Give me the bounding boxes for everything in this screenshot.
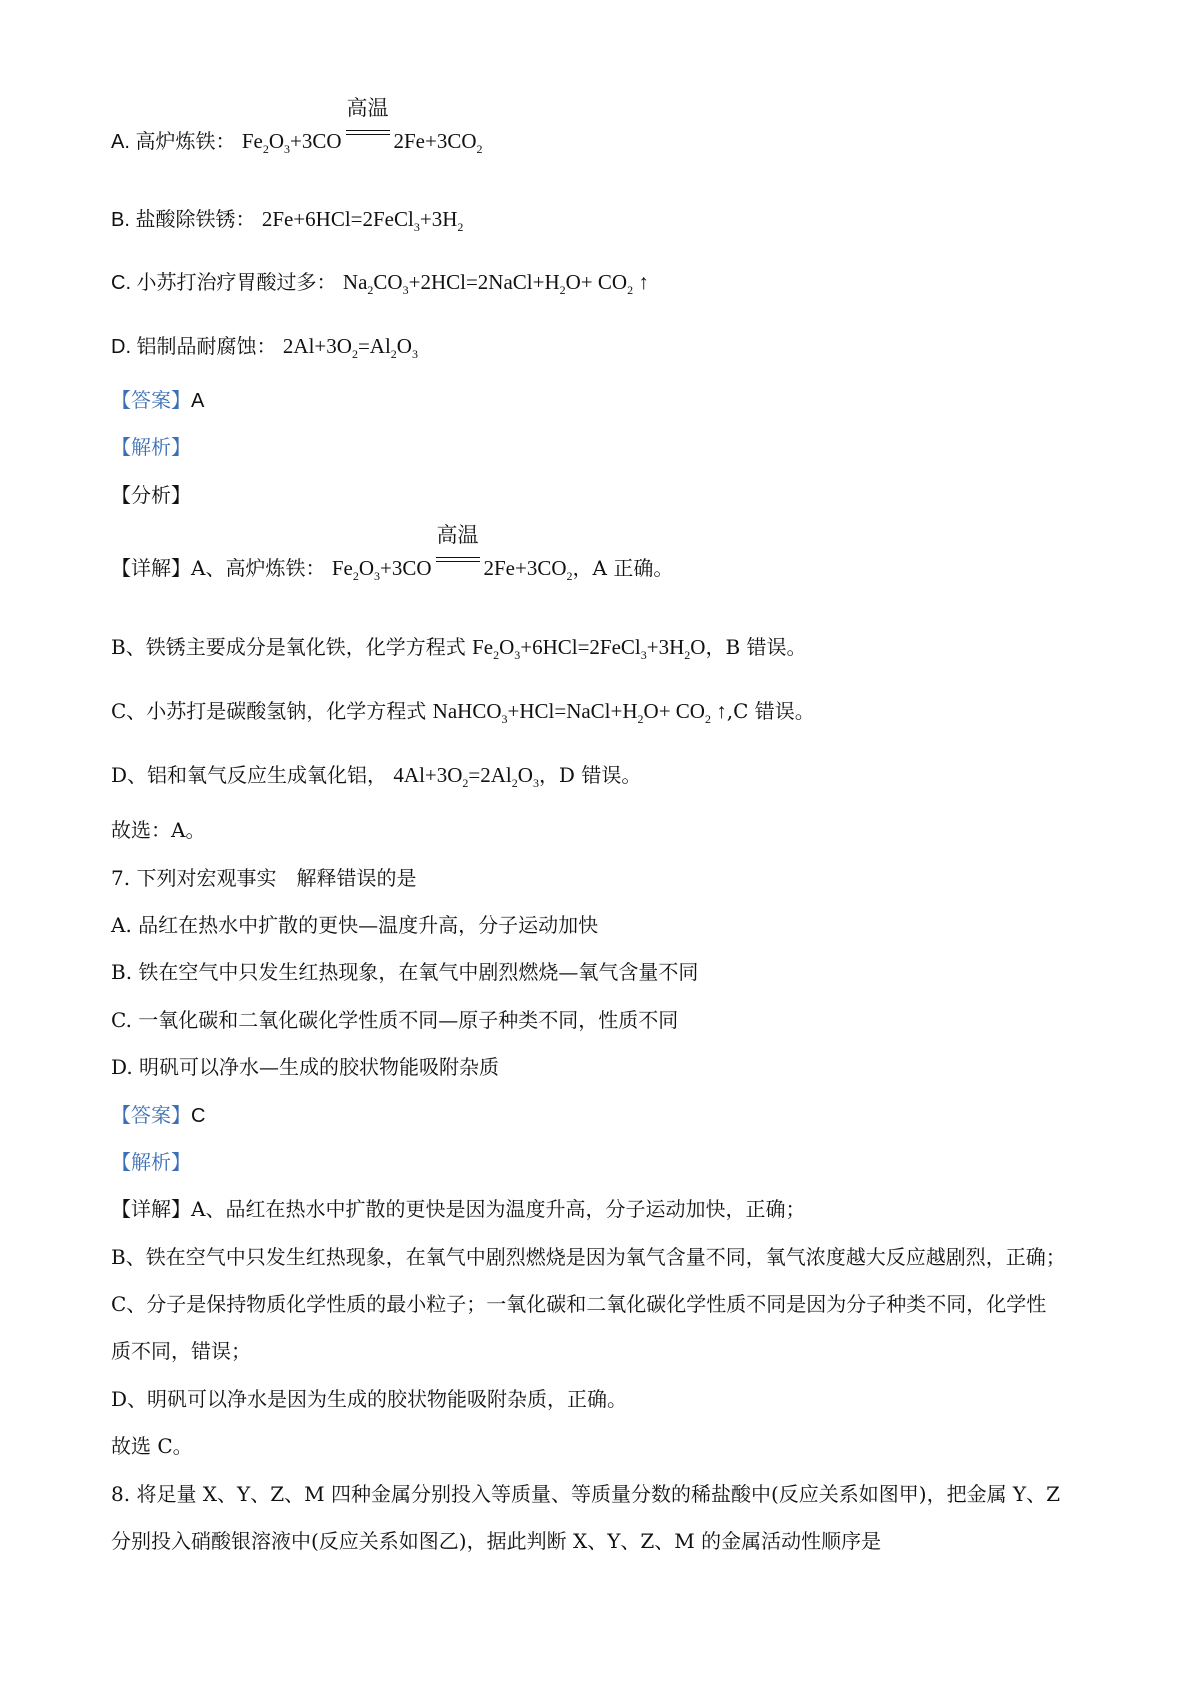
- answer-value: C: [191, 1105, 206, 1127]
- answer-value: A: [191, 390, 205, 412]
- detail-text: A、高炉炼铁：: [191, 556, 326, 580]
- q7-stem: 7. 下列对宏观事实 解释错误的是: [111, 866, 417, 890]
- condition-text: 高温: [346, 96, 389, 120]
- reaction-condition: [434, 523, 482, 575]
- detail-text: B、铁锈主要成分是氧化铁，化学方程式: [111, 635, 466, 659]
- q7-detail-c2: 质不同，错误；: [111, 1339, 251, 1363]
- equation-d: $2Al+3O_2=Al_2O_3$: [282, 334, 418, 361]
- q7-option-b: B. 铁在空气中只发生红热现象，在氧气中剧烈燃烧—氧气含量不同: [111, 960, 699, 984]
- condition-text: 高温: [436, 523, 479, 547]
- option-label: D. 铝制品耐腐蚀：: [111, 336, 277, 358]
- detail-equation-d: $4Al+3O_2=2Al_2O_3$: [393, 763, 539, 790]
- detail-text: C、小苏打是碳酸氢钠，化学方程式: [111, 699, 427, 723]
- q6-option-c: [111, 268, 649, 297]
- q7-option-d: D. 明矾可以净水—生成的胶状物能吸附杂质: [111, 1055, 500, 1079]
- q6-detail-a: [111, 523, 674, 583]
- q7-option-a: A. 品红在热水中扩散的更快—温度升高，分子运动加快: [111, 913, 599, 937]
- equation-a: $Fe_2O_3+3CO$ 高温 $2Fe+3CO_2$: [241, 96, 483, 156]
- q7-detail-d: D、明矾可以净水是因为生成的胶状物能吸附杂质，正确。: [111, 1387, 628, 1411]
- q7-detail-a: 【详解】A、品红在热水中扩散的更快是因为温度升高，分子运动加快，正确；: [111, 1197, 806, 1221]
- q6-detail-d: [111, 761, 641, 789]
- detail-text: ，B 错误。: [705, 635, 807, 659]
- detail-equation-a: $Fe_2O_3+3CO$ 高温 $2Fe+3CO_2$: [331, 523, 573, 583]
- detail-text: ，D 错误。: [538, 763, 642, 787]
- q7-answer: [111, 1101, 205, 1130]
- q8-stem-line2: 分别投入硝酸银溶液中(反应关系如图乙)，据此判断 X、Y、Z、M 的金属活动性顺序是: [111, 1529, 882, 1553]
- q7-conclusion: 故选 C。: [111, 1434, 193, 1458]
- detail-tag: 【详解】: [111, 556, 191, 580]
- reaction-condition: [344, 96, 392, 148]
- q6-conclusion: 故选：A。: [111, 818, 206, 842]
- detail-text: ,C 错误。: [726, 699, 815, 723]
- equation-c: $Na_2CO_3+2HCl=2NaCl+H_2O+ CO_2$ ↑: [342, 270, 649, 297]
- option-label: B. 盐酸除铁锈：: [111, 209, 256, 231]
- q7-detail-c1: C、分子是保持物质化学性质的最小粒子；一氧化碳和二氧化碳化学性质不同是因为分子种类不同，化学性: [111, 1292, 1047, 1316]
- q6-option-d: [111, 332, 418, 361]
- q6-option-a: [111, 96, 483, 156]
- option-label: C. 小苏打治疗胃酸过多：: [111, 272, 337, 294]
- option-label: A. 高炉炼铁：: [111, 131, 236, 153]
- equation-b: $2Fe+6HCl=2FeCl_3+3H_2$: [261, 207, 464, 234]
- analysis-tag: 【解析】: [111, 1150, 191, 1174]
- detail-equation-b: $Fe_2O_3+6HCl=2FeCl_3+3H_2O$: [472, 635, 706, 662]
- detail-text: ，A 正确。: [572, 556, 674, 580]
- detail-equation-c: $NaHCO_3+HCl=NaCl+H_2O+ CO_2$ ↑: [432, 699, 727, 726]
- q6-detail-c: [111, 697, 815, 725]
- answer-tag: 【答案】: [111, 388, 191, 412]
- q6-detail-b: [111, 633, 807, 661]
- q6-fenxi: [111, 481, 191, 509]
- q6-answer: [111, 386, 204, 415]
- q7-detail-b: B、铁在空气中只发生红热现象，在氧气中剧烈燃烧是因为氧气含量不同，氧气浓度越大反应越剧烈，正确；: [111, 1245, 1066, 1269]
- q6-option-b: [111, 205, 463, 234]
- q7-option-c: C. 一氧化碳和二氧化碳化学性质不同—原子种类不同，性质不同: [111, 1008, 679, 1032]
- q8-stem-line1: 8. 将足量 X、Y、Z、M 四种金属分别投入等质量、等质量分数的稀盐酸中(反应关系如图甲)，把金属 Y、Z: [111, 1482, 1061, 1506]
- analysis-tag: 【解析】: [111, 435, 191, 459]
- q7-analysis: [111, 1148, 191, 1176]
- q6-analysis: [111, 433, 191, 461]
- fenxi-tag: 【分析】: [111, 483, 191, 507]
- detail-text: D、铝和氧气反应生成氧化铝，: [111, 763, 388, 787]
- answer-tag: 【答案】: [111, 1103, 191, 1127]
